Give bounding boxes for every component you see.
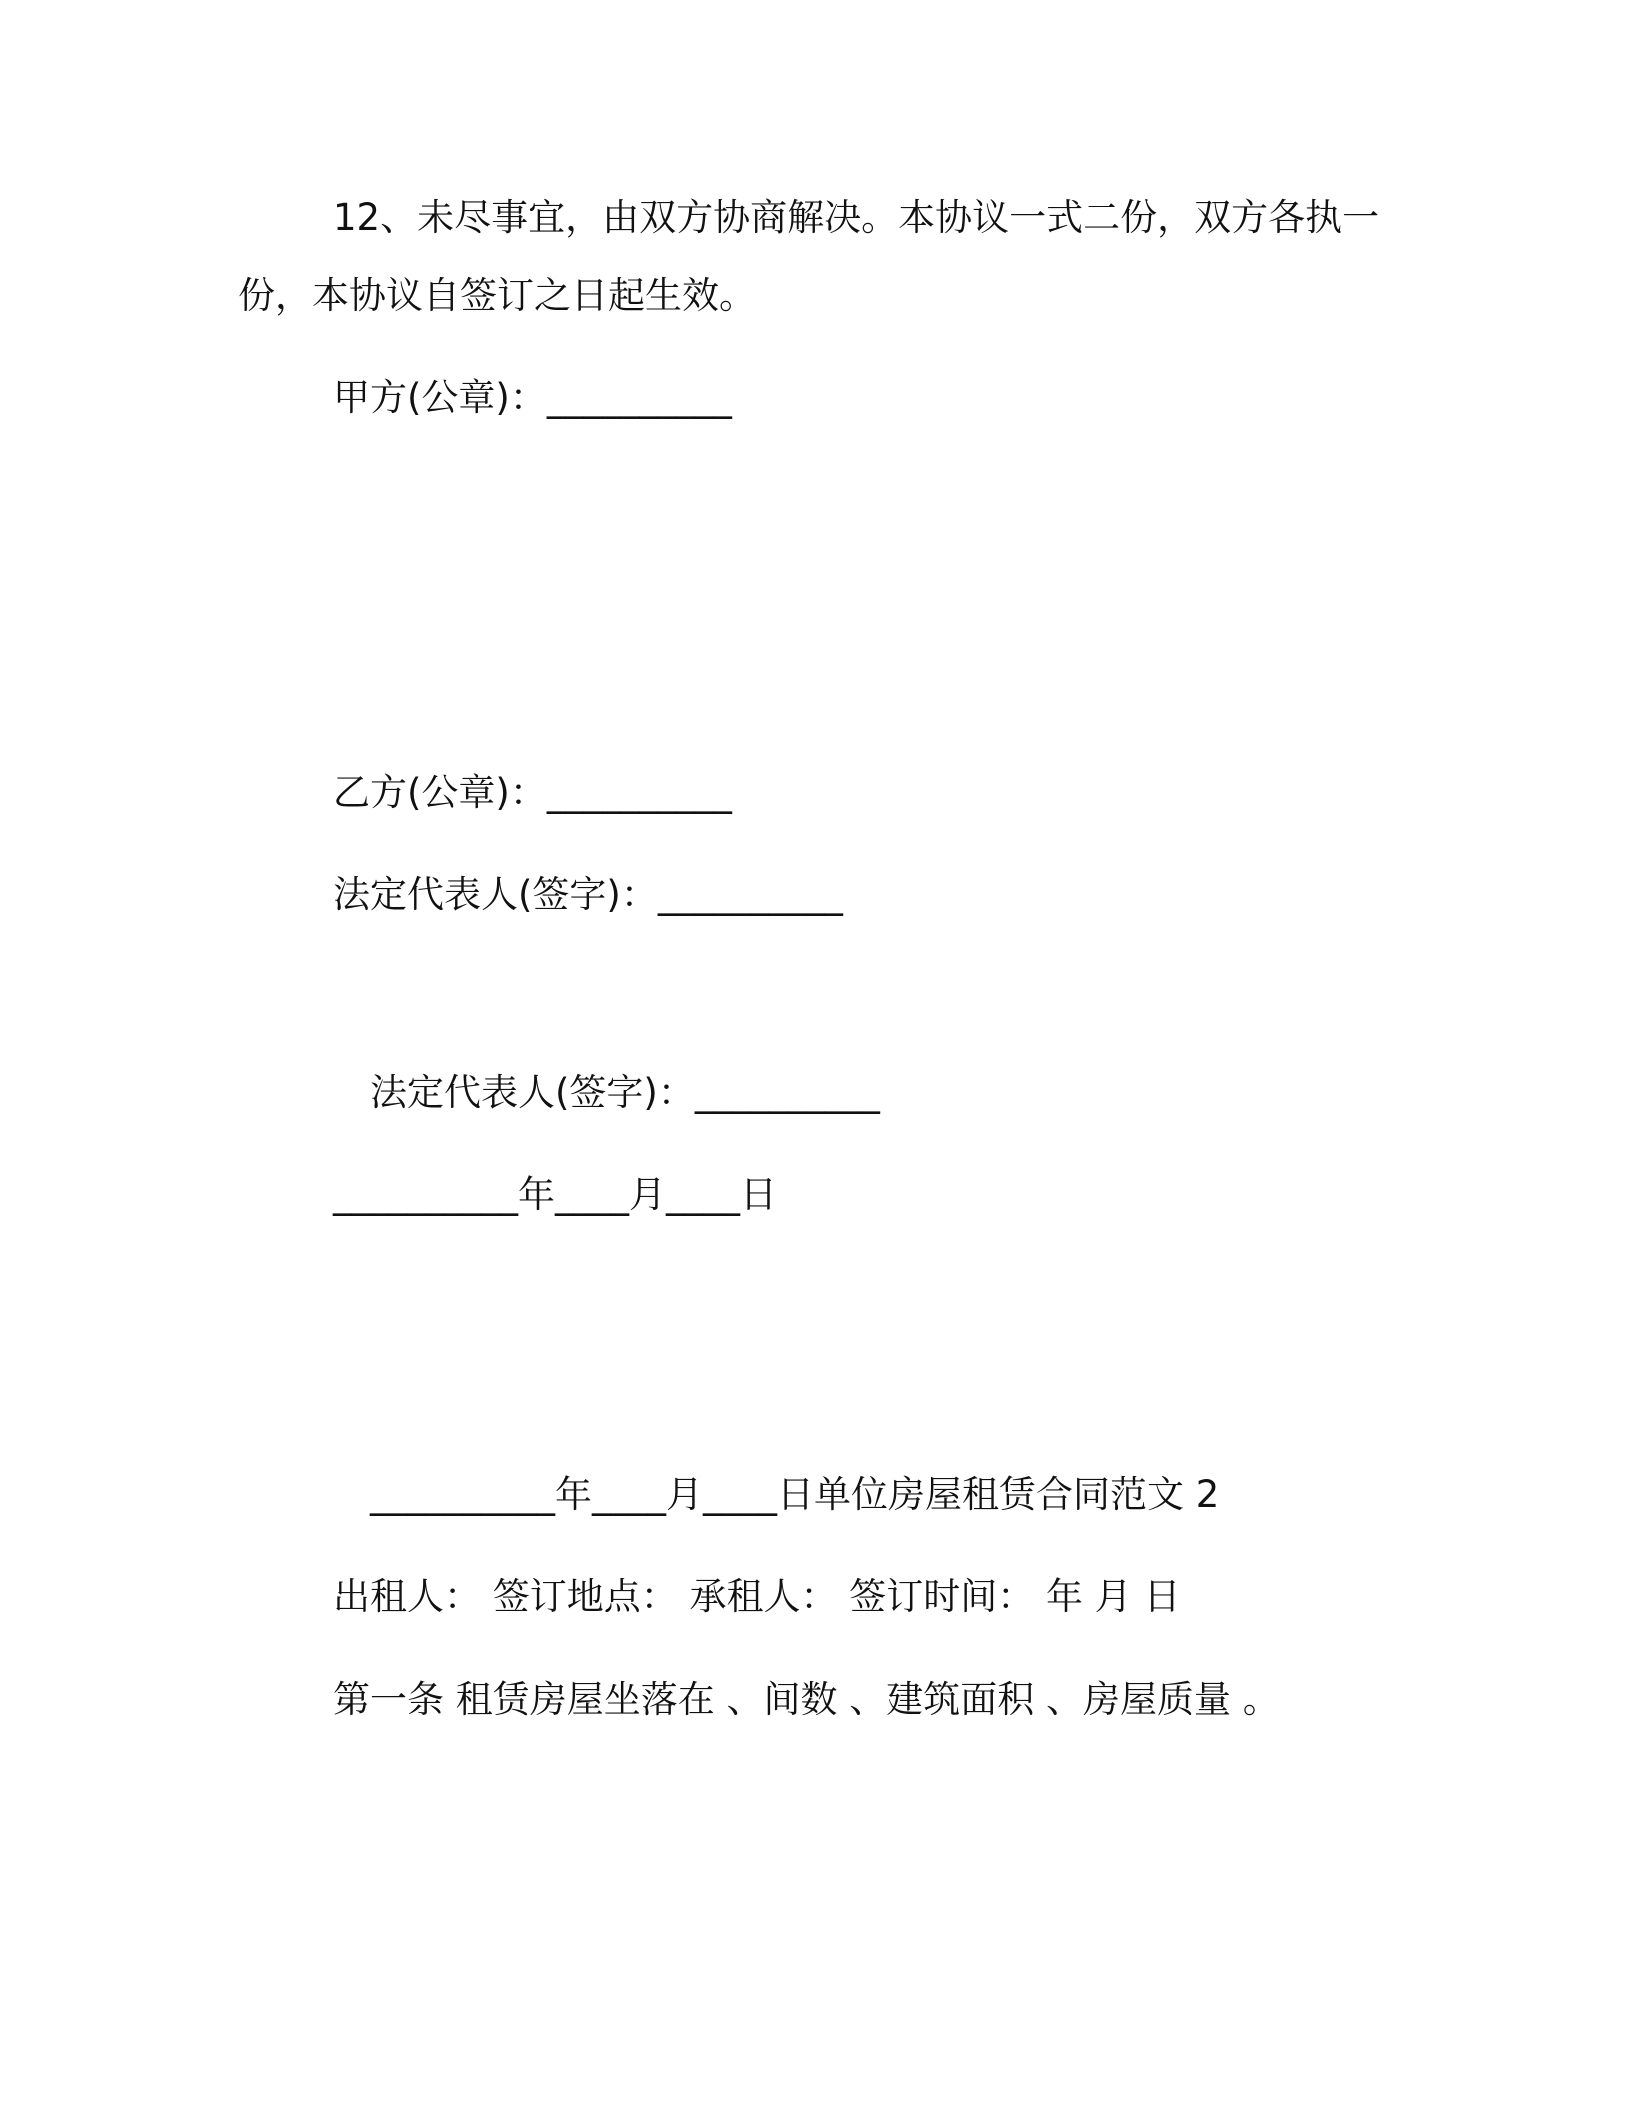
contract-title-2: __________年____月____日单位房屋租赁合同范文 2 <box>370 1473 1220 1516</box>
clause-12-line-2: 份，本协议自签订之日起生效。 <box>238 274 756 317</box>
clause-12-line-1: 12、未尽事宜，由双方协商解决。本协议一式二份，双方各执一 <box>333 196 1380 239</box>
signing-date-line: __________年____月____日 <box>333 1173 777 1216</box>
party-b-seal-field: 乙方(公章)：__________ <box>333 771 732 814</box>
legal-representative-signature-2: 法定代表人(签字)：__________ <box>370 1071 880 1114</box>
parties-info-line: 出租人： 签订地点： 承租人： 签订时间： 年 月 日 <box>333 1575 1181 1618</box>
legal-representative-signature-1: 法定代表人(签字)：__________ <box>333 873 843 916</box>
article-1-line: 第一条 租赁房屋坐落在 、间数 、建筑面积 、房屋质量 。 <box>333 1678 1280 1721</box>
party-a-seal-field: 甲方(公章)：__________ <box>333 376 732 419</box>
